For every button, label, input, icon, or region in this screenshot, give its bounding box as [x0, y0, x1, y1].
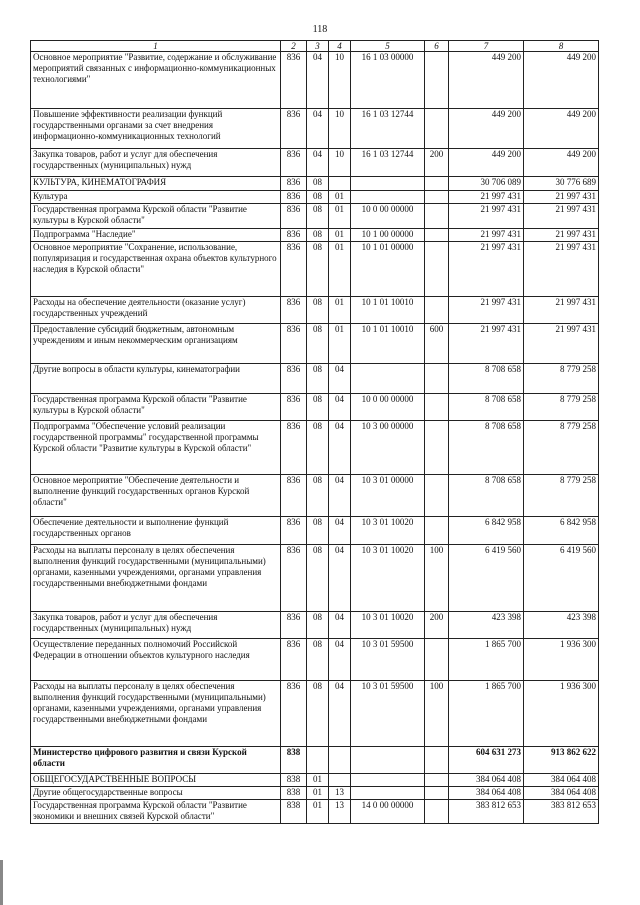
row-subsection: 04 [329, 517, 351, 545]
row-target-article [351, 774, 425, 787]
row-amount-first-year: 1 865 700 [449, 639, 524, 681]
row-amount-first-year: 21 997 431 [449, 191, 524, 204]
row-name: Государственная программа Курской области "Развитие экономики и внешних связей Курской области" [31, 800, 281, 824]
row-expense-kind [425, 747, 449, 774]
row-expense-kind [425, 52, 449, 109]
row-amount-second-year: 449 200 [524, 52, 599, 109]
row-ministry-code: 836 [281, 364, 307, 394]
row-expense-kind [425, 787, 449, 800]
table-row [31, 204, 599, 229]
row-name: Повышение эффективности реализации функций государственными органами за счет внедрения информационно-коммуникационных технологий [31, 109, 281, 149]
row-target-article: 14 0 00 00000 [351, 800, 425, 824]
table-row [31, 229, 599, 242]
row-amount-first-year: 6 419 560 [449, 545, 524, 612]
row-amount-first-year: 449 200 [449, 149, 524, 177]
row-ministry-code: 836 [281, 517, 307, 545]
row-amount-first-year: 8 708 658 [449, 394, 524, 421]
row-amount-second-year: 30 776 689 [524, 177, 599, 191]
column-header: 7 [449, 41, 524, 52]
row-target-article: 10 3 01 10020 [351, 517, 425, 545]
row-name: Предоставление субсидий бюджетным, автономным учреждениям и иным некоммерческим организациям [31, 324, 281, 364]
row-section: 04 [307, 109, 329, 149]
row-section: 08 [307, 545, 329, 612]
row-amount-second-year: 384 064 408 [524, 774, 599, 787]
row-expense-kind [425, 639, 449, 681]
table-row [31, 681, 599, 747]
row-section: 08 [307, 229, 329, 242]
row-section: 08 [307, 324, 329, 364]
row-subsection: 10 [329, 109, 351, 149]
budget-table [30, 40, 599, 824]
row-target-article: 10 1 01 10010 [351, 324, 425, 364]
row-amount-second-year: 8 779 258 [524, 475, 599, 517]
row-ministry-code: 838 [281, 787, 307, 800]
row-expense-kind: 100 [425, 681, 449, 747]
row-amount-first-year: 30 706 089 [449, 177, 524, 191]
row-subsection: 01 [329, 229, 351, 242]
table-row [31, 364, 599, 394]
row-name: Государственная программа Курской области "Развитие культуры в Курской области" [31, 394, 281, 421]
row-target-article: 16 1 03 12744 [351, 149, 425, 177]
row-amount-first-year: 604 631 273 [449, 747, 524, 774]
row-name: Государственная программа Курской области "Развитие культуры в Курской области" [31, 204, 281, 229]
row-section: 08 [307, 394, 329, 421]
row-amount-second-year: 21 997 431 [524, 204, 599, 229]
row-amount-first-year: 1 865 700 [449, 681, 524, 747]
column-header: 6 [425, 41, 449, 52]
row-ministry-code: 836 [281, 639, 307, 681]
row-section [307, 747, 329, 774]
row-amount-second-year: 21 997 431 [524, 191, 599, 204]
row-target-article: 10 3 01 59500 [351, 639, 425, 681]
row-ministry-code: 836 [281, 204, 307, 229]
table-row [31, 639, 599, 681]
row-amount-second-year: 21 997 431 [524, 242, 599, 297]
row-subsection: 04 [329, 364, 351, 394]
row-amount-first-year: 6 842 958 [449, 517, 524, 545]
row-name: КУЛЬТУРА, КИНЕМАТОГРАФИЯ [31, 177, 281, 191]
row-ministry-code: 836 [281, 475, 307, 517]
row-name: Расходы на выплаты персоналу в целях обеспечения выполнения функций государственными (муниципальными) органами, казенными учреждениями, органами управления государственными внебюджетными фондами [31, 545, 281, 612]
row-amount-first-year: 449 200 [449, 109, 524, 149]
row-expense-kind [425, 475, 449, 517]
row-amount-second-year: 383 812 653 [524, 800, 599, 824]
row-expense-kind [425, 242, 449, 297]
row-subsection: 01 [329, 324, 351, 364]
table-row [31, 394, 599, 421]
row-section: 08 [307, 297, 329, 324]
row-subsection: 01 [329, 242, 351, 297]
row-ministry-code: 836 [281, 394, 307, 421]
row-section: 08 [307, 421, 329, 475]
row-amount-first-year: 8 708 658 [449, 364, 524, 394]
row-amount-first-year: 21 997 431 [449, 242, 524, 297]
row-target-article: 10 3 01 00000 [351, 475, 425, 517]
header-row [31, 41, 599, 52]
row-ministry-code: 836 [281, 421, 307, 475]
row-section: 08 [307, 242, 329, 297]
row-expense-kind [425, 364, 449, 394]
row-amount-second-year: 21 997 431 [524, 229, 599, 242]
row-target-article: 10 3 01 59500 [351, 681, 425, 747]
row-target-article [351, 177, 425, 191]
row-subsection: 13 [329, 800, 351, 824]
row-ministry-code: 836 [281, 297, 307, 324]
row-name: Культура [31, 191, 281, 204]
page-number: 118 [312, 24, 328, 35]
row-target-article [351, 191, 425, 204]
row-ministry-code: 836 [281, 612, 307, 639]
row-subsection: 01 [329, 297, 351, 324]
row-target-article: 10 0 00 00000 [351, 204, 425, 229]
row-subsection: 04 [329, 612, 351, 639]
row-section: 01 [307, 787, 329, 800]
row-name: Расходы на обеспечение деятельности (оказание услуг) государственных учреждений [31, 297, 281, 324]
table-row [31, 297, 599, 324]
row-amount-first-year: 21 997 431 [449, 229, 524, 242]
row-expense-kind: 600 [425, 324, 449, 364]
row-expense-kind [425, 517, 449, 545]
row-subsection: 10 [329, 52, 351, 109]
column-header: 4 [329, 41, 351, 52]
row-subsection: 04 [329, 545, 351, 612]
row-subsection: 04 [329, 681, 351, 747]
row-target-article [351, 364, 425, 394]
row-amount-first-year: 449 200 [449, 52, 524, 109]
table-row [31, 800, 599, 824]
row-ministry-code: 838 [281, 747, 307, 774]
row-ministry-code: 836 [281, 324, 307, 364]
row-expense-kind [425, 109, 449, 149]
row-amount-second-year: 423 398 [524, 612, 599, 639]
table-row [31, 517, 599, 545]
scan-edge-mark [0, 860, 3, 905]
table-row [31, 324, 599, 364]
row-target-article: 10 3 00 00000 [351, 421, 425, 475]
row-amount-second-year: 6 842 958 [524, 517, 599, 545]
row-expense-kind [425, 421, 449, 475]
row-target-article: 10 3 01 10020 [351, 612, 425, 639]
row-target-article: 10 1 00 00000 [351, 229, 425, 242]
row-amount-first-year: 384 064 408 [449, 787, 524, 800]
row-expense-kind [425, 177, 449, 191]
row-expense-kind [425, 229, 449, 242]
table-row [31, 177, 599, 191]
row-amount-first-year: 423 398 [449, 612, 524, 639]
row-name: Министерство цифрового развития и связи Курской области [31, 747, 281, 774]
row-section: 08 [307, 681, 329, 747]
row-target-article: 10 1 01 00000 [351, 242, 425, 297]
row-expense-kind [425, 297, 449, 324]
table-row [31, 747, 599, 774]
row-amount-second-year: 449 200 [524, 149, 599, 177]
row-expense-kind [425, 774, 449, 787]
row-subsection: 04 [329, 475, 351, 517]
column-header: 3 [307, 41, 329, 52]
table-row [31, 612, 599, 639]
row-section: 08 [307, 177, 329, 191]
table-row [31, 545, 599, 612]
row-target-article: 10 3 01 10020 [351, 545, 425, 612]
row-amount-second-year: 21 997 431 [524, 324, 599, 364]
row-expense-kind: 200 [425, 149, 449, 177]
row-amount-first-year: 21 997 431 [449, 204, 524, 229]
row-amount-second-year: 913 862 622 [524, 747, 599, 774]
row-amount-second-year: 449 200 [524, 109, 599, 149]
row-expense-kind [425, 800, 449, 824]
row-section: 08 [307, 475, 329, 517]
row-name: Основное мероприятие "Сохранение, использование, популяризация и государственная охрана объектов культурного наследия в Курской области" [31, 242, 281, 297]
table-row [31, 475, 599, 517]
table-row [31, 109, 599, 149]
table-row [31, 52, 599, 109]
row-expense-kind [425, 394, 449, 421]
column-header: 1 [31, 41, 281, 52]
row-section: 08 [307, 517, 329, 545]
table-row [31, 774, 599, 787]
row-ministry-code: 836 [281, 545, 307, 612]
row-ministry-code: 838 [281, 774, 307, 787]
row-target-article [351, 787, 425, 800]
row-ministry-code: 836 [281, 681, 307, 747]
row-ministry-code: 836 [281, 229, 307, 242]
row-ministry-code: 836 [281, 109, 307, 149]
table-row [31, 191, 599, 204]
row-name: Основное мероприятие "Обеспечение деятельности и выполнение функций государственных органов Курской области" [31, 475, 281, 517]
row-subsection [329, 747, 351, 774]
row-section: 01 [307, 800, 329, 824]
row-section: 08 [307, 639, 329, 681]
row-amount-second-year: 8 779 258 [524, 421, 599, 475]
row-ministry-code: 838 [281, 800, 307, 824]
row-amount-second-year: 8 779 258 [524, 394, 599, 421]
table-row [31, 242, 599, 297]
row-section: 08 [307, 612, 329, 639]
row-subsection: 01 [329, 204, 351, 229]
row-section: 04 [307, 149, 329, 177]
row-name: Обеспечение деятельности и выполнение функций государственных органов [31, 517, 281, 545]
row-expense-kind [425, 191, 449, 204]
row-expense-kind [425, 204, 449, 229]
row-subsection: 10 [329, 149, 351, 177]
row-name: Другие общегосударственные вопросы [31, 787, 281, 800]
row-subsection: 04 [329, 639, 351, 681]
row-section: 08 [307, 191, 329, 204]
row-amount-first-year: 21 997 431 [449, 297, 524, 324]
column-header: 5 [351, 41, 425, 52]
row-name: Подпрограмма "Обеспечение условий реализации государственной программы" государственной программы Курской области "Развитие культуры в Курской области" [31, 421, 281, 475]
row-expense-kind: 200 [425, 612, 449, 639]
row-ministry-code: 836 [281, 177, 307, 191]
row-target-article: 10 0 00 00000 [351, 394, 425, 421]
row-name: ОБЩЕГОСУДАРСТВЕННЫЕ ВОПРОСЫ [31, 774, 281, 787]
column-header: 8 [524, 41, 599, 52]
row-amount-second-year: 384 064 408 [524, 787, 599, 800]
row-name: Расходы на выплаты персоналу в целях обеспечения выполнения функций государственными (муниципальными) органами, казенными учреждениями, органами управления государственными внебюджетными фондами [31, 681, 281, 747]
row-subsection: 01 [329, 191, 351, 204]
row-ministry-code: 836 [281, 149, 307, 177]
row-section: 08 [307, 204, 329, 229]
row-ministry-code: 836 [281, 242, 307, 297]
row-name: Закупка товаров, работ и услуг для обеспечения государственных (муниципальных) нужд [31, 612, 281, 639]
row-target-article: 10 1 01 10010 [351, 297, 425, 324]
row-amount-first-year: 384 064 408 [449, 774, 524, 787]
row-target-article [351, 747, 425, 774]
row-name: Осуществление переданных полномочий Российской Федерации в отношении объектов культурного наследия [31, 639, 281, 681]
row-section: 01 [307, 774, 329, 787]
row-amount-first-year: 8 708 658 [449, 475, 524, 517]
row-amount-second-year: 8 779 258 [524, 364, 599, 394]
row-name: Основное мероприятие "Развитие, содержание и обслуживание мероприятий связанных с информационно-коммуникационных технологиями" [31, 52, 281, 109]
row-target-article: 16 1 03 12744 [351, 109, 425, 149]
table-row [31, 787, 599, 800]
column-header: 2 [281, 41, 307, 52]
row-amount-second-year: 6 419 560 [524, 545, 599, 612]
row-name: Другие вопросы в области культуры, кинематографии [31, 364, 281, 394]
row-ministry-code: 836 [281, 191, 307, 204]
row-amount-first-year: 383 812 653 [449, 800, 524, 824]
row-ministry-code: 836 [281, 52, 307, 109]
row-expense-kind: 100 [425, 545, 449, 612]
row-section: 04 [307, 52, 329, 109]
row-subsection: 04 [329, 421, 351, 475]
row-target-article: 16 1 03 00000 [351, 52, 425, 109]
row-amount-second-year: 1 936 300 [524, 681, 599, 747]
row-section: 08 [307, 364, 329, 394]
table-row [31, 149, 599, 177]
row-name: Закупка товаров, работ и услуг для обеспечения государственных (муниципальных) нужд [31, 149, 281, 177]
row-subsection [329, 774, 351, 787]
row-amount-second-year: 21 997 431 [524, 297, 599, 324]
row-name: Подпрограмма "Наследие" [31, 229, 281, 242]
row-subsection: 04 [329, 394, 351, 421]
row-subsection: 13 [329, 787, 351, 800]
row-amount-second-year: 1 936 300 [524, 639, 599, 681]
row-subsection [329, 177, 351, 191]
table-row [31, 421, 599, 475]
row-amount-first-year: 8 708 658 [449, 421, 524, 475]
row-amount-first-year: 21 997 431 [449, 324, 524, 364]
